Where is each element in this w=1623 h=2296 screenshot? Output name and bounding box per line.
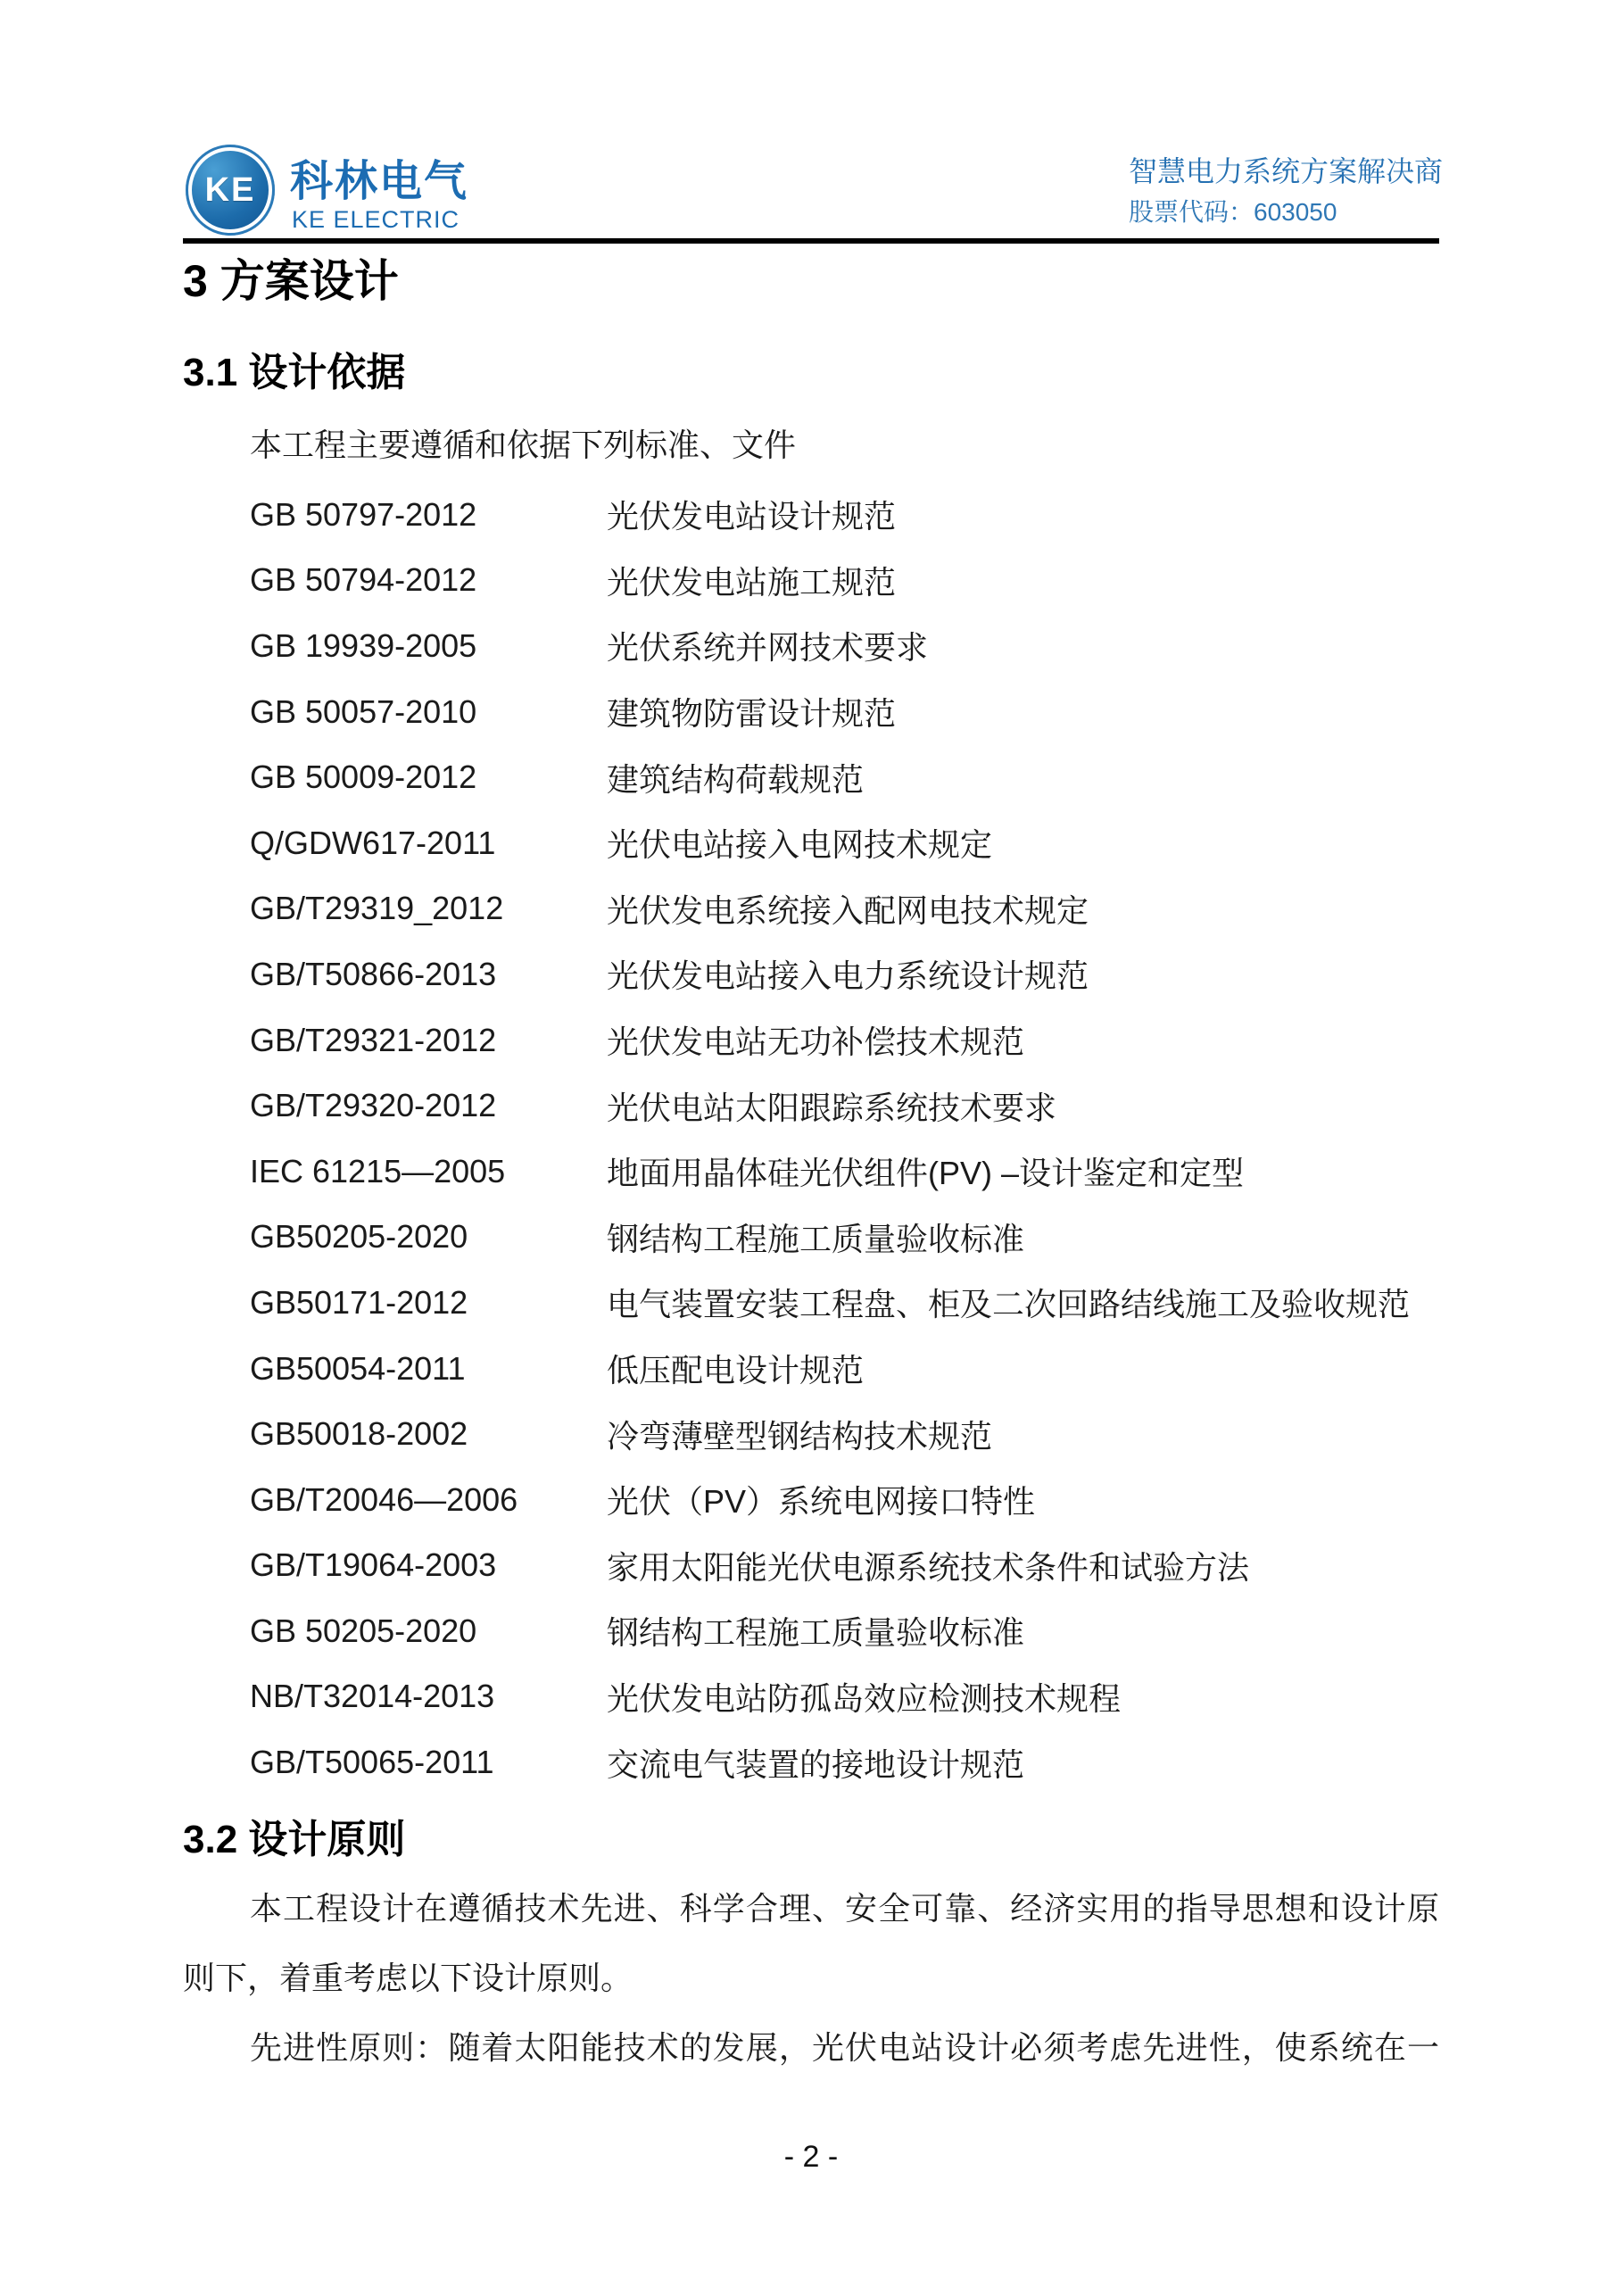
ke-logo [186, 145, 275, 236]
standard-desc: 低压配电设计规范 [607, 1352, 865, 1389]
header-divider-line [183, 238, 1439, 244]
standard-desc: 光伏发电系统接入配网电技术规定 [607, 891, 1089, 929]
standard-row [250, 1598, 1439, 1664]
standard-row [250, 1205, 1439, 1271]
standard-row [250, 1729, 1439, 1795]
standard-desc: 光伏发电站接入电力系统设计规范 [607, 957, 1089, 995]
standard-desc: 地面用晶体硅光伏组件(PV) –设计鉴定和定型 [607, 1155, 1245, 1192]
chapter-title: 3 方案设计 [183, 256, 399, 306]
design-principles-paragraph [183, 1874, 1439, 2083]
standard-row [250, 679, 1439, 745]
standard-row [250, 1139, 1439, 1205]
standard-row [250, 1533, 1439, 1599]
standard-code: GB 50205-2020 [250, 1612, 477, 1649]
standard-code: Q/GDW617-2011 [250, 824, 496, 861]
standard-desc: 钢结构工程施工质量验收标准 [607, 1220, 1025, 1257]
standard-code: GB/T29320-2012 [250, 1087, 497, 1124]
standard-code: GB50171-2012 [250, 1283, 468, 1321]
standard-row [250, 1467, 1439, 1533]
standard-desc: 交流电气装置的接地设计规范 [607, 1745, 1025, 1783]
standard-code: NB/T32014-2013 [250, 1678, 495, 1715]
standard-code: GB/T20046—2006 [250, 1480, 518, 1518]
standard-row [250, 1664, 1439, 1730]
stock-code-label: 股票代码：603050 [1129, 198, 1337, 226]
paragraph-line: 先进性原则：随着太阳能技术的发展，光伏电站设计必须考虑先进性，使系统在一 [250, 2029, 1439, 2066]
standard-row [250, 613, 1439, 679]
page-number: - 2 - [783, 2140, 839, 2174]
standard-row [250, 810, 1439, 876]
subsection-title-32: 3.2 设计原则 [183, 1818, 406, 1861]
standard-row [250, 1336, 1439, 1402]
standard-desc: 光伏发电站施工规范 [607, 563, 897, 601]
header-right-block [1129, 157, 1443, 225]
standard-row [250, 1270, 1439, 1336]
standard-code: GB 19939-2005 [250, 626, 477, 664]
standard-code: GB50205-2020 [250, 1218, 468, 1256]
standard-row [250, 941, 1439, 1007]
company-tagline: 智慧电力系统方案解决商 [1129, 155, 1444, 187]
standards-list [250, 482, 1439, 1795]
standard-row [250, 1401, 1439, 1467]
standard-desc: 光伏（PV）系统电网接口特性 [607, 1483, 1036, 1521]
standard-desc: 钢结构工程施工质量验收标准 [607, 1614, 1025, 1652]
standard-code: GB50054-2011 [250, 1349, 466, 1387]
standard-desc: 家用太阳能光伏电源系统技术条件和试验方法 [607, 1548, 1250, 1586]
paragraph-line: 本工程设计在遵循技术先进、科学合理、安全可靠、经济实用的指导思想和设计原 [250, 1890, 1439, 1927]
standard-code: GB 50797-2012 [250, 495, 477, 533]
standard-desc: 光伏系统并网技术要求 [607, 629, 929, 667]
ke-logo-monogram: KE [204, 170, 256, 209]
standard-code: GB 50009-2012 [250, 758, 477, 796]
standard-code: GB 50794-2012 [250, 561, 477, 599]
standards-intro-text: 本工程主要遵循和依据下列标准、文件 [250, 427, 797, 463]
standard-code: GB/T29319_2012 [250, 890, 504, 927]
standard-code: GB/T29321-2012 [250, 1021, 497, 1058]
standard-row [250, 1073, 1439, 1139]
brand-name-cn: 科林电气 [290, 158, 469, 205]
standard-row [250, 548, 1439, 614]
standard-code: IEC 61215—2005 [250, 1152, 506, 1189]
standard-desc: 光伏发电站设计规范 [607, 498, 897, 535]
standard-desc: 建筑结构荷载规范 [607, 760, 865, 798]
standard-code: GB 50057-2010 [250, 692, 477, 730]
standard-desc: 光伏电站太阳跟踪系统技术要求 [607, 1089, 1057, 1126]
standard-desc: 光伏发电站无功补偿技术规范 [607, 1024, 1025, 1061]
standard-code: GB/T50065-2011 [250, 1744, 494, 1781]
brand-name-en: KE ELECTRIC [292, 206, 460, 233]
standard-row [250, 876, 1439, 942]
standard-row [250, 482, 1439, 548]
standard-desc: 冷弯薄壁型钢结构技术规范 [607, 1417, 993, 1455]
paragraph-line: 则下，着重考虑以下设计原则。 [183, 1960, 633, 1996]
standard-row [250, 744, 1439, 810]
standard-desc: 建筑物防雷设计规范 [607, 695, 897, 733]
standard-code: GB/T50866-2013 [250, 955, 497, 992]
standard-desc: 光伏电站接入电网技术规定 [607, 826, 993, 864]
standard-row [250, 1007, 1439, 1073]
standard-code: GB50018-2002 [250, 1415, 468, 1453]
standard-code: GB/T19064-2003 [250, 1546, 497, 1584]
standard-desc: 光伏发电站防孤岛效应检测技术规程 [607, 1679, 1122, 1717]
standard-desc: 电气装置安装工程盘、柜及二次回路结线施工及验收规范 [607, 1286, 1411, 1323]
subsection-title-31: 3.1 设计依据 [183, 351, 406, 394]
